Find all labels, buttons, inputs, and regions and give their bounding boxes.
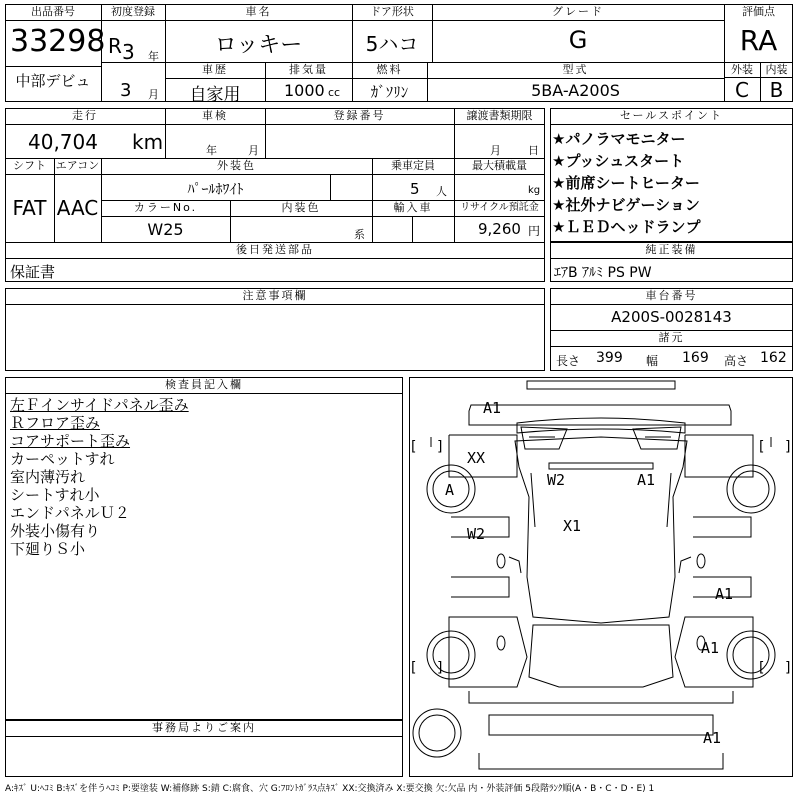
svg-text:[: [ <box>759 660 765 676</box>
sales-point: ★パノラマモニター <box>552 130 686 148</box>
standard-equipment: ｴｱB ｱﾙﾐ PS PW <box>554 265 652 281</box>
exterior-grade: C <box>735 78 749 102</box>
inspector-note-line: Ｒフロア歪み <box>10 414 101 432</box>
inspector-note-line: カーペットすれ <box>10 450 115 468</box>
height: 162 <box>760 350 787 366</box>
legend: A:ｷｽﾞ U:ﾍｺﾐ B:ｷｽﾞを伴うﾍｺﾐ P:要塗装 W:補修跡 S:錆 C:腐食、穴 G:ﾌﾛﾝﾄｶﾞﾗｽ点ｷｽﾞ XX:交換済み X:要交換 欠:欠品 内・外装評価 5段階ﾗﾝｸ順(A・B・C・D・E) 1 <box>5 784 655 794</box>
sales-point: ★社外ナビゲーション <box>552 196 700 214</box>
svg-text:]: ] <box>437 660 443 676</box>
door-type-label: ドア形状 <box>370 5 414 18</box>
damage-mark: W2 <box>547 471 566 489</box>
damage-mark: A1 <box>703 729 722 747</box>
registration-month: 3 <box>120 80 132 101</box>
svg-text:]: ] <box>785 660 791 676</box>
car-name: ロッキー <box>214 33 303 58</box>
svg-text:[: [ <box>759 439 765 455</box>
svg-text:[: [ <box>411 439 417 455</box>
damage-mark: X1 <box>563 517 582 535</box>
inspector-note-line: 左Ｆインサイドパネル歪み <box>10 396 189 414</box>
car-history: 自家用 <box>189 85 241 105</box>
inspector-note-line: 下廻りＳ小 <box>10 540 86 558</box>
svg-text:]: ] <box>437 439 443 455</box>
color-number: W25 <box>147 220 184 239</box>
sales-point: ★前席シートヒーター <box>552 174 700 192</box>
first-registration-label: 初度登録 <box>111 5 155 18</box>
score: RA <box>739 24 778 57</box>
seating-capacity: 5 <box>410 180 420 198</box>
mileage: 40,704 <box>28 130 98 154</box>
inspector-note-line: エンドパネルＵ２ <box>10 504 130 522</box>
registration-era: R <box>108 34 122 58</box>
door-type: 5ハコ <box>365 32 419 56</box>
width: 169 <box>682 350 709 366</box>
damage-mark: A1 <box>483 399 502 417</box>
recycle-deposit: 9,260 <box>478 220 521 238</box>
delivery-parts: 保証書 <box>10 263 56 281</box>
length: 399 <box>596 350 623 366</box>
car-damage-diagram <box>409 377 793 777</box>
damage-mark: W2 <box>467 525 486 543</box>
inspector-notes <box>10 396 400 558</box>
inspector-note-line: コアサポート歪み <box>10 432 131 450</box>
lot-number: 33298 <box>10 24 106 59</box>
damage-mark: A1 <box>637 471 656 489</box>
model-code: 5BA-A200S <box>531 81 620 100</box>
aircon-type: AAC <box>56 196 99 220</box>
score-label: 評価点 <box>742 5 775 18</box>
shift-type: FAT <box>12 196 47 220</box>
registration-year: 3 <box>122 40 135 64</box>
exterior-color: ﾊﾟｰﾙﾎﾜｲﾄ <box>187 182 244 198</box>
inspector-note-line: シートすれ小 <box>10 486 100 504</box>
damage-mark: XX <box>467 449 486 467</box>
inspector-note-line: 室内薄汚れ <box>10 468 86 486</box>
venue-name: 中部デビュ <box>15 72 91 90</box>
displacement: 1000 <box>284 81 325 100</box>
fuel-type: ｶﾞｿﾘﾝ <box>370 83 409 101</box>
damage-mark: A1 <box>701 639 720 657</box>
svg-text:[: [ <box>411 660 417 676</box>
chassis-number: A200S-0028143 <box>611 308 732 326</box>
sales-point: ★ＬＥＤヘッドランプ <box>552 218 701 236</box>
sales-point: ★プッシュスタート <box>552 152 685 170</box>
grade-label: グレード <box>552 5 604 18</box>
lot-number-label: 出品番号 <box>31 5 75 18</box>
damage-mark: A1 <box>715 585 734 603</box>
interior-grade: B <box>769 78 784 102</box>
damage-mark: A <box>445 481 455 499</box>
inspector-note-line: 外装小傷有り <box>10 522 101 540</box>
grade: G <box>568 26 588 54</box>
svg-text:]: ] <box>785 439 791 455</box>
car-name-label: 車名 <box>245 5 272 18</box>
